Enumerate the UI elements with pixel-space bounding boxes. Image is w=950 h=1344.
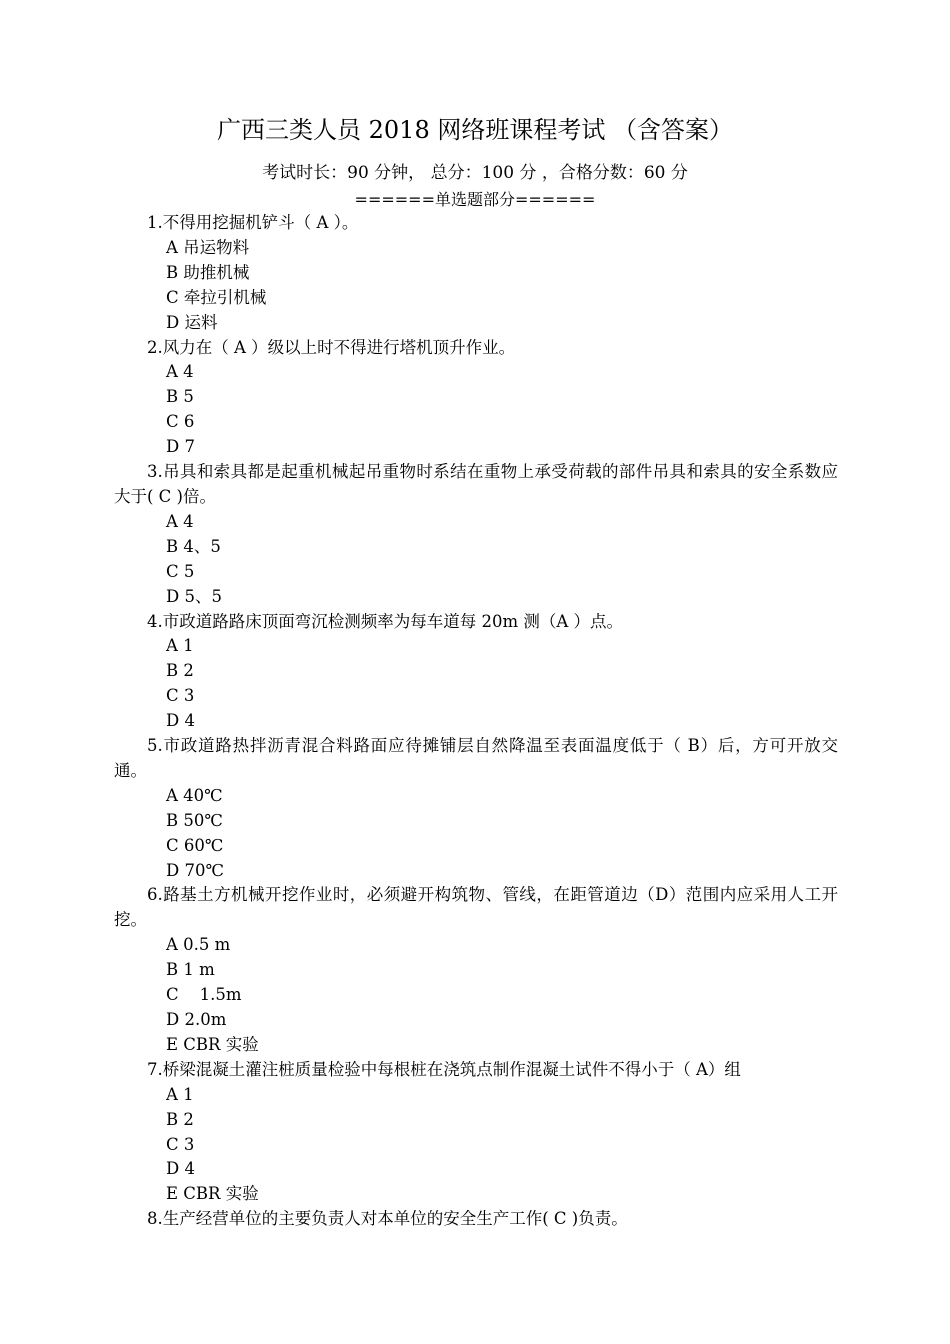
answer-option: B 5 (166, 387, 194, 407)
answer-option: E CBR 实验 (166, 1034, 259, 1054)
answer-option: C 5 (166, 561, 195, 581)
section-heading: ======单选题部分====== (354, 190, 596, 209)
answer-option: C 6 (166, 412, 195, 432)
answer-option: B 50℃ (166, 810, 223, 830)
answer-option: C 1.5m (166, 985, 242, 1005)
question-block (114, 1058, 838, 1207)
answer-option: A 40℃ (166, 785, 223, 805)
answer-option: D 7 (166, 437, 195, 457)
question-list (114, 211, 838, 1232)
document-title: 广西三类人员 2018 网络班课程考试 （含答案） (217, 116, 733, 144)
answer-option: E CBR 实验 (166, 1184, 259, 1204)
question-text: 1.不得用挖掘机铲斗（ A ）。 (147, 213, 359, 232)
question-block (114, 734, 838, 883)
answer-option: A 1 (166, 636, 194, 656)
answer-option: A 4 (166, 511, 194, 531)
answer-option: B 1 m (166, 960, 215, 980)
answer-option: C 60℃ (166, 835, 224, 855)
answer-option: A 1 (166, 1084, 194, 1104)
question-text: 6.路基土方机械开挖作业时，必须避开构筑物、管线，在距管道边（D）范围内应采用人工开挖。 (114, 885, 838, 930)
answer-option: A 吊运物料 (166, 237, 250, 257)
answer-option: D 4 (166, 1159, 195, 1179)
question-block (114, 211, 838, 336)
answer-option: C 3 (166, 1134, 195, 1154)
question-text: 3.吊具和索具都是起重机械起吊重物时系结在重物上承受荷载的部件吊具和索具的安全系数应大于( C )倍。 (114, 462, 838, 506)
question-text: 5.市政道路热拌沥青混合料路面应待摊铺层自然降温至表面温度低于（ B）后，方可开放交通。 (114, 736, 838, 780)
answer-option: A 4 (166, 362, 194, 382)
question-block (114, 610, 838, 735)
answer-option: B 2 (166, 1109, 194, 1129)
answer-option: D 5、5 (166, 586, 222, 606)
answer-option: D 70℃ (166, 860, 224, 880)
answer-option: D 4 (166, 711, 195, 731)
question-text: 4.市政道路路床顶面弯沉检测频率为每车道每 20m 测（A ）点。 (147, 611, 624, 631)
answer-option: D 2.0m (166, 1010, 227, 1029)
exam-info: 考试时长：90 分钟， 总分：100 分 ，合格分数：60 分 (262, 163, 688, 183)
question-block (114, 1207, 838, 1232)
question-block (114, 883, 838, 1057)
question-text: 7.桥梁混凝土灌注桩质量检验中每根桩在浇筑点制作混凝土试件不得小于（ A）组 (147, 1059, 741, 1079)
answer-option: B 4、5 (166, 536, 221, 556)
answer-option: C 牵拉引机械 (166, 287, 267, 307)
answer-option: D 运料 (166, 312, 218, 332)
answer-option: B 2 (166, 661, 194, 681)
question-text: 8.生产经营单位的主要负责人对本单位的安全生产工作( C )负责。 (147, 1209, 628, 1229)
answer-option: B 助推机械 (166, 262, 250, 282)
question-block (114, 336, 838, 461)
question-text: 2.风力在（ A ）级以上时不得进行塔机顶升作业。 (147, 337, 516, 357)
answer-option: A 0.5 m (166, 935, 231, 955)
answer-option: C 3 (166, 686, 195, 706)
question-block (114, 460, 838, 609)
